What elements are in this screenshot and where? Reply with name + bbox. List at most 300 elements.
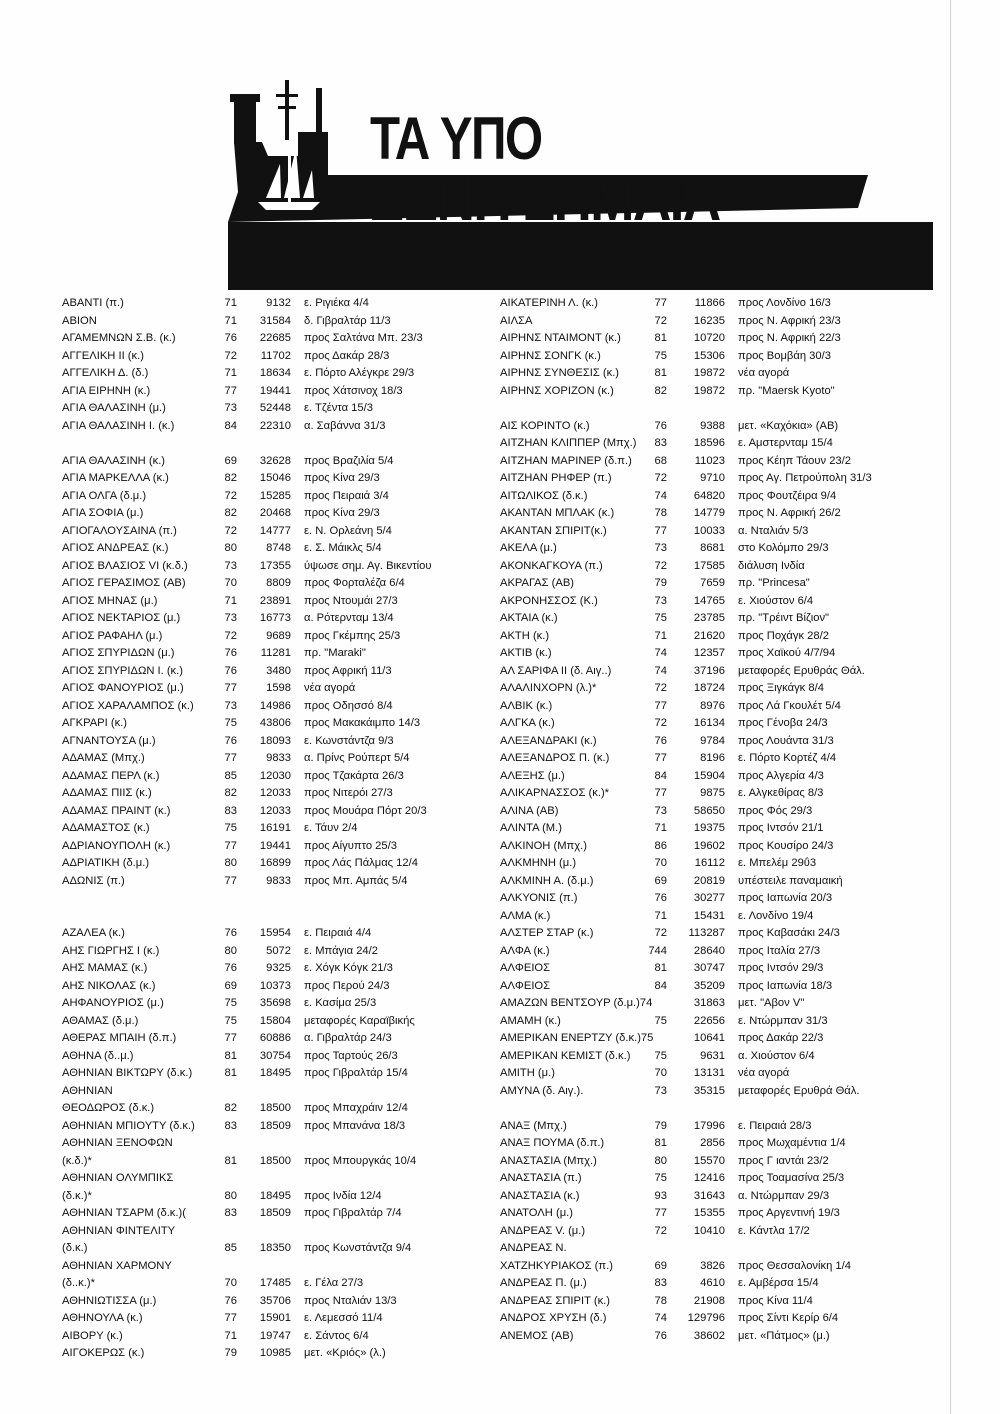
ship-year: 69 [654, 874, 667, 887]
ship-name: ΑΛΣΤΕΡ ΣΤΑΡ (κ.) [500, 927, 594, 939]
ship-tonnage: 19441 [259, 839, 291, 852]
ship-status: ε. Κωνστάντζα 9/3 [304, 734, 394, 747]
ship-row [500, 715, 930, 733]
ship-year: 78 [654, 1294, 667, 1307]
ship-row [500, 523, 930, 541]
ship-status: προς Σίντι Κερίρ 6/4 [738, 1312, 839, 1324]
ship-year: 70 [224, 577, 237, 589]
ship-year: 74 [654, 647, 667, 659]
ship-tonnage: 20468 [259, 507, 291, 519]
ship-tonnage: 38602 [693, 1329, 725, 1342]
ship-tonnage: 16773 [259, 612, 291, 624]
ship-status: προς Νταλιάν 13/3 [304, 1294, 397, 1307]
header-banner [228, 80, 933, 295]
ship-year: 70 [654, 857, 667, 869]
ship-name: ΑΝΔΡΕΑΣ Ν. [500, 1242, 567, 1254]
ship-row [62, 1048, 492, 1066]
ship-name: ΑΘΗΝΙΑΝ ΟΛΥΜΠΙΚΣ [62, 1172, 174, 1184]
ship-year: 77 [224, 682, 237, 694]
ship-tonnage: 17585 [693, 559, 725, 572]
ship-name: ΑΓΙΟΣ ΧΑΡΑΛΑΜΠΟΣ (κ.) [62, 699, 194, 712]
ship-status: προς Ξιγκάγκ 8/4 [738, 682, 824, 694]
ship-name: ΑΚΡΟΝΗΣΣΟΣ (Κ.) [500, 594, 598, 607]
ship-status: προς Θεσσαλονίκη 1/4 [738, 1259, 851, 1272]
ship-tonnage: 13131 [693, 1067, 725, 1079]
ship-tonnage: 37196 [693, 664, 725, 677]
ship-name: ΑΔΩΝΙΣ (π.) [62, 874, 125, 887]
ship-name: ΑΓΙΑ ΜΑΡΚΕΛΛΑ (κ.) [62, 472, 169, 484]
ship-name: ΑΔΑΜΑΣΤΟΣ (κ.) [62, 822, 150, 834]
ship-tonnage: 18350 [259, 1242, 291, 1254]
ship-year: 81 [224, 1067, 237, 1079]
ship-year: 73 [224, 612, 237, 624]
ship-row [62, 873, 492, 891]
ship-name: ΑΙΓΟΚΕΡΩΣ (κ.) [62, 1347, 145, 1359]
ship-row [62, 295, 492, 313]
ship-year: 81 [654, 962, 667, 974]
ship-status: α. Νταλιάν 5/3 [738, 524, 809, 537]
ship-tonnage: 23891 [259, 594, 291, 607]
ship-status: προς Λάς Πάλμας 12/4 [304, 857, 418, 869]
ship-status: διάλυση Ινδία [738, 559, 805, 572]
ship-name: ΑΙΡΗΝΣ ΣΥΝΘΕΣΙΣ (κ.) [500, 367, 620, 379]
ship-status: προς Αφρική 11/3 [304, 664, 392, 677]
ship-name: ΑΙΤΖΗΑΝ ΜΑΡΙΝΕΡ (δ.π.) [500, 454, 632, 467]
ship-status: δ. Γιβραλτάρ 11/3 [304, 314, 391, 327]
ship-row [62, 1293, 492, 1311]
ship-row [62, 1083, 492, 1101]
ship-tonnage: 15046 [259, 472, 291, 484]
ship-tonnage: 15954 [259, 927, 291, 939]
ship-tonnage: 12357 [693, 647, 725, 659]
ship-tonnage: 16899 [259, 857, 291, 869]
ship-row [500, 1310, 930, 1328]
ship-status: ε. Αλγκεθίρας 8/3 [738, 787, 824, 799]
ship-status: προς Γκέμπης 25/3 [304, 629, 401, 642]
ship-tonnage: 17355 [259, 559, 291, 572]
list-spacer [500, 1100, 930, 1118]
ship-tonnage: 2856 [700, 1137, 725, 1149]
ship-year: 81 [654, 367, 667, 379]
ship-year: 85 [224, 769, 237, 782]
ship-tonnage: 28640 [693, 944, 725, 957]
ship-tonnage: 9132 [266, 297, 291, 309]
ship-name: ΑΜΙΤΗ (μ.) [500, 1067, 555, 1079]
ship-name: ΑΛΙΚΑΡΝΑΣΣΟΣ (κ.)* [500, 787, 610, 799]
ship-status: ε. Μπάγια 24/2 [304, 944, 378, 957]
ship-row [500, 628, 930, 646]
ship-status: προς Σαλτάνα Μπ. 23/3 [304, 332, 423, 344]
ship-row [500, 1293, 930, 1311]
ship-year: 71 [224, 1329, 237, 1342]
ship-name: ΑΛΦΕΙΟΣ [500, 962, 551, 974]
ship-name: ΑΛΦΕΙΟΣ [500, 979, 551, 992]
ship-row [500, 348, 930, 366]
ship-tonnage: 22685 [259, 332, 291, 344]
ship-tonnage: 9710 [700, 472, 725, 484]
list-spacer [62, 908, 492, 926]
ship-name: ΑΜΑΜΗ (κ.) [500, 1014, 561, 1027]
ship-status: προς Γιβραλτάρ 15/4 [304, 1067, 408, 1079]
ship-row [62, 1240, 492, 1258]
ship-year: 73 [654, 594, 667, 607]
ship-row [500, 1153, 930, 1171]
ship-year: 84 [654, 769, 667, 782]
ship-name: ΑΘΗΝΟΥΛΑ (κ.) [62, 1312, 143, 1324]
ship-row [500, 418, 930, 436]
ship-row [62, 1223, 492, 1241]
ship-status: μεταφορές Ερυθρά Θάλ. [738, 1084, 860, 1097]
ship-name: ΑΘΗΝΙΩΤΙΣΣΑ (μ.) [62, 1294, 157, 1307]
ship-row [500, 1048, 930, 1066]
ship-tonnage: 16235 [693, 314, 725, 327]
ship-tonnage: 15355 [693, 1207, 725, 1219]
ship-year: 76 [224, 734, 237, 747]
ship-year: 76 [224, 962, 237, 974]
ship-tonnage: 52448 [259, 402, 291, 414]
ship-status: στο Κολόμπο 29/3 [738, 542, 829, 554]
ship-row [500, 1065, 930, 1083]
ship-year: 81 [654, 1137, 667, 1149]
ship-status: νέα αγορά [738, 367, 790, 379]
ship-tonnage: 30277 [693, 892, 725, 904]
ship-name: ΑΛΚΙΝΟΗ (Μπχ.) [500, 839, 587, 852]
ship-name: ΑΛΒΙΚ (κ.) [500, 699, 553, 712]
ship-year: 71 [224, 594, 237, 607]
ship-name: ΑΝΑΞ (Μπχ.) [500, 1119, 567, 1132]
ship-status: μετ. «Πάτμος» (μ.) [738, 1329, 830, 1342]
ship-name: (δ.κ.) [62, 1242, 88, 1254]
ship-year: 72 [654, 717, 667, 729]
ship-status: προς Ιαπωνία 18/3 [738, 979, 833, 992]
ship-row [500, 663, 930, 681]
ship-tonnage: 19441 [259, 384, 291, 397]
ship-status: προς Χαϊκού 4/7/94 [738, 647, 836, 659]
ship-tonnage: 9833 [266, 752, 291, 764]
ship-row [62, 453, 492, 471]
ship-status: προς Βομβάη 30/3 [738, 349, 831, 362]
ship-status: προς Ιταλία 27/3 [738, 944, 821, 957]
ship-tonnage: 8976 [700, 699, 725, 712]
ship-year: 76 [224, 332, 237, 344]
ship-name: ΑΘΗΝΙΑΝ ΒΙΚΤΩΡΥ (δ.κ.) [62, 1067, 193, 1079]
ship-year: 78 [654, 507, 667, 519]
ship-name: ΑΓΙΟΣ ΣΠΥΡΙΔΩΝ Ι. (κ.) [62, 664, 183, 677]
ship-tonnage: 9833 [266, 874, 291, 887]
ship-status: ε. Κάντλα 17/2 [738, 1224, 810, 1237]
ship-row [62, 943, 492, 961]
ship-status: προς Γένοβα 24/3 [738, 717, 828, 729]
ship-tonnage: 3826 [700, 1259, 725, 1272]
ship-tonnage: 8196 [700, 752, 725, 764]
ship-row [62, 1118, 492, 1136]
ship-year: 77 [654, 297, 667, 309]
ship-tonnage: 60886 [259, 1032, 291, 1044]
ship-tonnage: 5072 [266, 944, 291, 957]
ship-year: 73 [654, 542, 667, 554]
ship-tonnage: 14986 [259, 699, 291, 712]
ship-year: 85 [224, 1242, 237, 1254]
ship-status: α. Χιούστον 6/4 [738, 1049, 815, 1062]
ship-year: 73 [654, 1084, 667, 1097]
ship-year: 76 [654, 734, 667, 747]
ship-status: προς Ν. Αφρική 22/3 [738, 332, 841, 344]
ship-name: ΑΓΙΑ ΘΑΛΑΣΙΝΗ (μ.) [62, 402, 166, 414]
ship-name: ΑΘΕΡΑΣ ΜΠΑΙΗ (δ.π.) [62, 1032, 177, 1044]
ship-year: 80 [224, 542, 237, 554]
ship-tonnage: 16134 [693, 717, 725, 729]
ship-name: ΑΘΗΝΑ (δ..μ.) [62, 1049, 134, 1062]
ship-name: ΑΗΣ ΜΑΜΑΣ (κ.) [62, 962, 148, 974]
ship-status: ε. Σάντος 6/4 [304, 1329, 369, 1342]
ship-status: ε. Σ. Μάικλς 5/4 [304, 542, 382, 554]
ship-status: προς Ν. Αφρική 26/2 [738, 507, 841, 519]
ship-tonnage: 10410 [693, 1224, 725, 1237]
ship-row [62, 400, 492, 418]
ship-tonnage: 18495 [259, 1189, 291, 1202]
ship-row [62, 1258, 492, 1276]
ship-row [500, 960, 930, 978]
ship-status: προς Μπαχράιν 12/4 [304, 1102, 408, 1114]
ship-status: προς Μωχαμέντια 1/4 [738, 1137, 846, 1149]
ship-status: προς Αλγερία 4/3 [738, 769, 824, 782]
ship-row [62, 1065, 492, 1083]
ship-status: προς Κίνα 29/3 [304, 472, 380, 484]
ship-tonnage: 64820 [693, 489, 725, 502]
ship-year: 77 [224, 384, 237, 397]
ship-year: 83 [654, 437, 667, 449]
ship-row [500, 1135, 930, 1153]
ship-row [62, 1328, 492, 1346]
ship-row [500, 365, 930, 383]
ship-name: ΑΓΙΑ ΕΙΡΗΝΗ (κ.) [62, 384, 151, 397]
ship-year: 77 [224, 1312, 237, 1324]
ship-name: ΑΚΑΝΤΑΝ ΜΠΛΑΚ (κ.) [500, 507, 615, 519]
ship-row [500, 1083, 930, 1101]
ship-year: 77 [654, 524, 667, 537]
ship-row [500, 890, 930, 908]
ship-tonnage: 14777 [259, 524, 291, 537]
ship-year: 72 [654, 472, 667, 484]
ship-tonnage: 15285 [259, 489, 291, 502]
ship-tonnage: 14779 [693, 507, 725, 519]
ship-year: 76 [654, 419, 667, 432]
ship-year: 71 [224, 297, 237, 309]
ship-name: ΑΙΛΣΑ [500, 314, 533, 327]
ship-status: προς Φορταλέζα 6/4 [304, 577, 405, 589]
ship-year: 71 [654, 909, 667, 922]
ship-year: 82 [654, 384, 667, 397]
ship-name: ΑΛΑΛΙΝΧΟΡΝ (λ.)* [500, 682, 597, 694]
ship-row [62, 663, 492, 681]
ship-name: ΑΙΤΖΗΑΝ ΚΛΙΠΠΕΡ (Μπχ.) [500, 437, 637, 449]
ship-name: ΑΘΗΝΙΑΝ [62, 1084, 113, 1097]
ship-name: ΑΓΓΕΛΙΚΗ Δ. (δ.) [62, 367, 149, 379]
ship-row [62, 1310, 492, 1328]
ship-year: 74 [654, 489, 667, 502]
ship-row [62, 1030, 492, 1048]
ship-row [500, 1240, 930, 1258]
ship-name: ΑΔΑΜΑΣ ΠΕΡΛ (κ.) [62, 769, 160, 782]
ship-row [500, 680, 930, 698]
ship-year: 75 [224, 822, 237, 834]
ship-status: προς Μακακάιμπο 14/3 [304, 717, 421, 729]
ship-status: ε. Πειραιά 28/3 [738, 1119, 812, 1132]
ship-name: ΑΝΑΣΤΑΣΙΑ (Μπχ.) [500, 1154, 597, 1167]
ship-status: μεταφορές Ερυθράς Θάλ. [738, 664, 865, 677]
ship-year: 79 [654, 1119, 667, 1132]
ship-status: προς Μουάρα Πόρτ 20/3 [304, 804, 427, 817]
ship-year: 71 [224, 314, 237, 327]
ship-row [62, 1135, 492, 1153]
ship-year: 70 [224, 1277, 237, 1289]
ship-row [500, 435, 930, 453]
ship-tonnage: 1598 [266, 682, 291, 694]
ship-year: 76 [654, 892, 667, 904]
ship-tonnage: 129796 [687, 1312, 725, 1324]
title-line-2: ΞΕΝΗ ΣΗΜΑΙΑ [370, 165, 720, 234]
ship-name: ΑΙΒΟΡΥ (κ.) [62, 1329, 123, 1342]
ship-year: 72 [224, 629, 237, 642]
ship-year: 77 [224, 752, 237, 764]
ship-tonnage: 15431 [693, 909, 725, 922]
ship-tonnage: 35209 [693, 979, 725, 992]
ship-name: ΑΛΙΝΤΑ (Μ.) [500, 822, 562, 834]
ship-row [500, 1328, 930, 1346]
ship-tonnage: 18495 [259, 1067, 291, 1079]
ship-year: 75 [654, 1049, 667, 1062]
ship-year: 76 [224, 1294, 237, 1307]
ship-tonnage: 18724 [693, 682, 725, 694]
ship-row [500, 785, 930, 803]
ship-tonnage: 18634 [259, 367, 291, 379]
ship-name: ΑΝΔΡΕΑΣ ΣΠΙΡΙΤ (κ.) [500, 1294, 610, 1307]
ship-row [62, 1188, 492, 1206]
ship-name: ΑΚΤΑΙΑ (κ.) [500, 612, 558, 624]
ship-tonnage: 9689 [266, 629, 291, 642]
ship-row [62, 785, 492, 803]
ship-status: προς Ν. Αφρική 23/3 [738, 314, 841, 327]
ship-year: 82 [224, 1102, 237, 1114]
ship-name: ΑΙΡΗΝΣ ΣΟΝΓΚ (κ.) [500, 349, 601, 362]
ship-row [62, 925, 492, 943]
ship-status: α. Ρότερνταμ 13/4 [304, 612, 394, 624]
ship-name: ΑΓΙΑ ΣΟΦΙΑ (μ.) [62, 507, 144, 519]
ship-row [500, 978, 930, 996]
ship-row [62, 505, 492, 523]
ship-tonnage: 12416 [693, 1172, 725, 1184]
ship-status: ε. Κασίμα 25/3 [304, 997, 377, 1009]
ship-tonnage: 8681 [700, 542, 725, 554]
ship-status: α. Γιβραλτάρ 24/3 [304, 1032, 392, 1044]
ship-year: 71 [654, 629, 667, 642]
ship-status: προς Πειραιά 3/4 [304, 489, 389, 502]
ship-name: ΑΖΑΛΕΑ (κ.) [62, 927, 125, 939]
ship-year: 74 [654, 1312, 667, 1324]
page-edge [950, 0, 951, 1414]
ship-name: ΑΝΑΤΟΛΗ (μ.) [500, 1207, 573, 1219]
ship-tonnage: 7659 [700, 577, 725, 589]
ship-row [500, 313, 930, 331]
ship-name: ΑΗΦΑΝΟΥΡΙΟΣ (μ.) [62, 997, 164, 1009]
ship-row [500, 383, 930, 401]
ship-row [500, 1188, 930, 1206]
ship-row [62, 488, 492, 506]
ship-status: προς Οδησσό 8/4 [304, 699, 393, 712]
ship-row [62, 418, 492, 436]
ship-tonnage: 9631 [700, 1049, 725, 1062]
ship-tonnage: 16191 [259, 822, 291, 834]
ship-name: ΑΛΕΞΑΝΔΡΟΣ Π. (κ.) [500, 752, 610, 764]
ship-year: 72 [654, 927, 667, 939]
ship-name: ΑΘΗΝΙΑΝ ΜΠΙΟΥΤΥ (δ.κ.) [62, 1119, 195, 1132]
ship-status: προς Αργεντινή 19/3 [738, 1207, 840, 1219]
ship-row [62, 855, 492, 873]
ship-status: ε. Τζέντα 15/3 [304, 402, 373, 414]
ship-row [62, 820, 492, 838]
ship-year: 72 [224, 489, 237, 502]
ship-row [62, 330, 492, 348]
ship-name: (δ.κ.)* [62, 1189, 92, 1202]
ship-row [62, 470, 492, 488]
list-spacer [500, 400, 930, 418]
ship-row [62, 523, 492, 541]
ship-status: πρ. "Princesa" [738, 577, 810, 589]
ship-row [62, 803, 492, 821]
ship-year: 75 [654, 1172, 667, 1184]
ship-status: ε. Τάυν 2/4 [304, 822, 358, 834]
ship-tonnage: 4610 [700, 1277, 725, 1289]
ship-year: 72 [654, 682, 667, 694]
ship-year: 80 [654, 1154, 667, 1167]
ship-status: ε. Πόρτο Αλέγκρε 29/3 [304, 367, 415, 379]
ship-name: ΑΔΑΜΑΣ ΠΡΑΙΝΤ (κ.) [62, 804, 171, 817]
ship-name: ΑΓΙΟΣ ΦΑΝΟΥΡΙΟΣ (μ.) [62, 682, 184, 694]
ship-year: 83 [224, 804, 237, 817]
ship-tonnage: 31643 [693, 1189, 725, 1202]
ship-year: 81 [224, 1049, 237, 1062]
ship-name: ΑΔΑΜΑΣ (Μπχ.) [62, 752, 145, 764]
ship-row [62, 1205, 492, 1223]
ship-year: 69 [654, 1259, 667, 1272]
ship-name: ΑΓΙΑ ΘΑΛΑΣΙΝΗ (κ.) [62, 454, 166, 467]
ship-status: μεταφορές Καραϊβικής [304, 1014, 415, 1027]
ship-tonnage: 11023 [694, 454, 725, 467]
ship-year: 76 [224, 927, 237, 939]
ship-row [62, 558, 492, 576]
ship-status: προς Λουάντα 31/3 [738, 734, 834, 747]
ship-row [62, 383, 492, 401]
ship-tonnage: 58650 [693, 804, 725, 817]
ship-tonnage: 10033 [693, 524, 725, 537]
ship-tonnage: 15306 [693, 349, 725, 362]
ship-status: ε. Ν. Ορλεάνη 5/4 [304, 524, 392, 537]
ship-year: 77 [224, 874, 237, 887]
ship-name: ΑΓΙΟΣ ΝΕΚΤΑΡΙΟΣ (μ.) [62, 612, 181, 624]
ship-name: ΑΓΙΟΣ ΑΝΔΡΕΑΣ (κ.) [62, 542, 169, 554]
ship-row [500, 1170, 930, 1188]
ship-tonnage: 19747 [259, 1329, 291, 1342]
ship-name: ΑΘΗΝΙΑΝ ΦΙΝΤΕΛΙΤΥ [62, 1224, 176, 1237]
ship-row [500, 645, 930, 663]
ship-status: ε. Αμστερνταμ 15/4 [738, 437, 833, 449]
ship-status: προς Κίνα 29/3 [304, 507, 380, 519]
ship-status: προς Κίνα 11/4 [738, 1294, 813, 1307]
ship-status: ε. Ριγιέκα 4/4 [304, 297, 369, 309]
ship-tonnage: 19602 [693, 839, 725, 852]
ship-tonnage: 10373 [259, 979, 291, 992]
ship-tonnage: 43806 [259, 717, 291, 729]
